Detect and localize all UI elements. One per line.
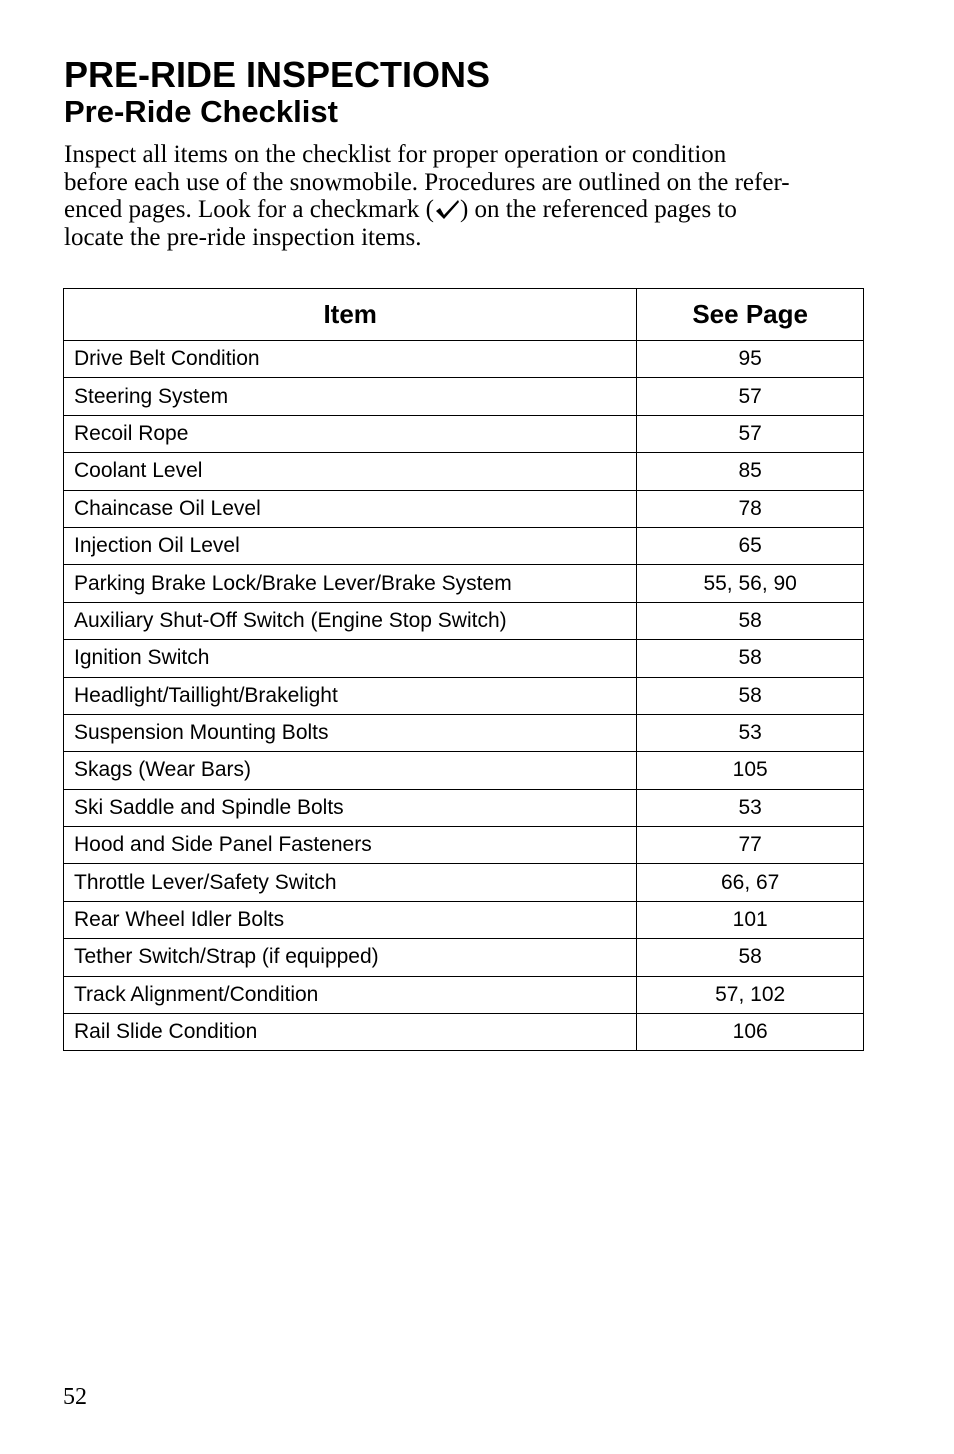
see-page-cell: 78 (637, 490, 864, 527)
table-header-row (64, 289, 864, 341)
table-row (64, 939, 864, 976)
see-page-cell: 58 (637, 677, 864, 714)
table-row (64, 864, 864, 901)
table-row (64, 602, 864, 639)
item-cell: Steering System (64, 378, 637, 415)
item-cell: Coolant Level (64, 453, 637, 490)
item-cell: Hood and Side Panel Fasteners (64, 827, 637, 864)
item-cell: Ski Saddle and Spindle Bolts (64, 789, 637, 826)
item-cell: Tether Switch/Strap (if equipped) (64, 939, 637, 976)
column-header-item: Item (64, 289, 637, 341)
see-page-cell: 77 (637, 827, 864, 864)
page-number: 52 (63, 1384, 87, 1410)
checklist-table (63, 288, 864, 1051)
see-page-cell: 101 (637, 901, 864, 938)
see-page-cell: 58 (637, 602, 864, 639)
see-page-cell: 57, 102 (637, 976, 864, 1013)
intro-line: Inspect all items on the checklist for proper operation or condition (64, 141, 727, 168)
table-row (64, 976, 864, 1013)
see-page-cell: 66, 67 (637, 864, 864, 901)
section-title: Pre-Ride Checklist (64, 94, 338, 129)
checklist-body (64, 341, 864, 1051)
table-row (64, 341, 864, 378)
table-row (64, 752, 864, 789)
see-page-cell: 53 (637, 714, 864, 751)
item-cell: Ignition Switch (64, 640, 637, 677)
see-page-cell: 57 (637, 378, 864, 415)
intro-line-with-icon (64, 196, 864, 224)
item-cell: Headlight/Taillight/Brakelight (64, 677, 637, 714)
item-cell: Auxiliary Shut-Off Switch (Engine Stop Switch) (64, 602, 637, 639)
see-page-cell: 65 (637, 527, 864, 564)
item-cell: Rail Slide Condition (64, 1014, 637, 1051)
item-cell: Injection Oil Level (64, 527, 637, 564)
table-row (64, 789, 864, 826)
intro-line: before each use of the snowmobile. Procedures are outlined on the refer- (64, 168, 790, 196)
intro-line: locate the pre-ride inspection items. (64, 223, 422, 251)
table-row (64, 677, 864, 714)
item-cell: Rear Wheel Idler Bolts (64, 901, 637, 938)
table-row (64, 714, 864, 751)
page-title: PRE-RIDE INSPECTIONS (64, 54, 491, 95)
item-cell: Skags (Wear Bars) (64, 752, 637, 789)
table-row (64, 827, 864, 864)
item-cell: Parking Brake Lock/Brake Lever/Brake System (64, 565, 637, 602)
item-cell: Drive Belt Condition (64, 341, 637, 378)
see-page-cell: 58 (637, 939, 864, 976)
item-cell: Throttle Lever/Safety Switch (64, 864, 637, 901)
see-page-cell: 106 (637, 1014, 864, 1051)
see-page-cell: 95 (637, 341, 864, 378)
see-page-cell: 105 (637, 752, 864, 789)
see-page-cell: 57 (637, 415, 864, 452)
see-page-cell: 85 (637, 453, 864, 490)
checkmark-icon (434, 198, 460, 220)
column-header-see-page: See Page (637, 289, 864, 341)
see-page-cell: 55, 56, 90 (637, 565, 864, 602)
table-row (64, 640, 864, 677)
intro-line-after-icon: ) on the referenced pages to (459, 196, 737, 223)
table-row (64, 1014, 864, 1051)
item-cell: Chaincase Oil Level (64, 490, 637, 527)
item-cell: Track Alignment/Condition (64, 976, 637, 1013)
table-row (64, 453, 864, 490)
item-cell: Recoil Rope (64, 415, 637, 452)
table-row (64, 378, 864, 415)
see-page-cell: 53 (637, 789, 864, 826)
item-cell: Suspension Mounting Bolts (64, 714, 637, 751)
table-row (64, 490, 864, 527)
table-row (64, 901, 864, 938)
intro-paragraph (64, 141, 864, 251)
table-row (64, 415, 864, 452)
table-row (64, 527, 864, 564)
see-page-cell: 58 (637, 640, 864, 677)
table-row (64, 565, 864, 602)
intro-line-before-icon: enced pages. Look for a checkmark ( (64, 196, 434, 223)
